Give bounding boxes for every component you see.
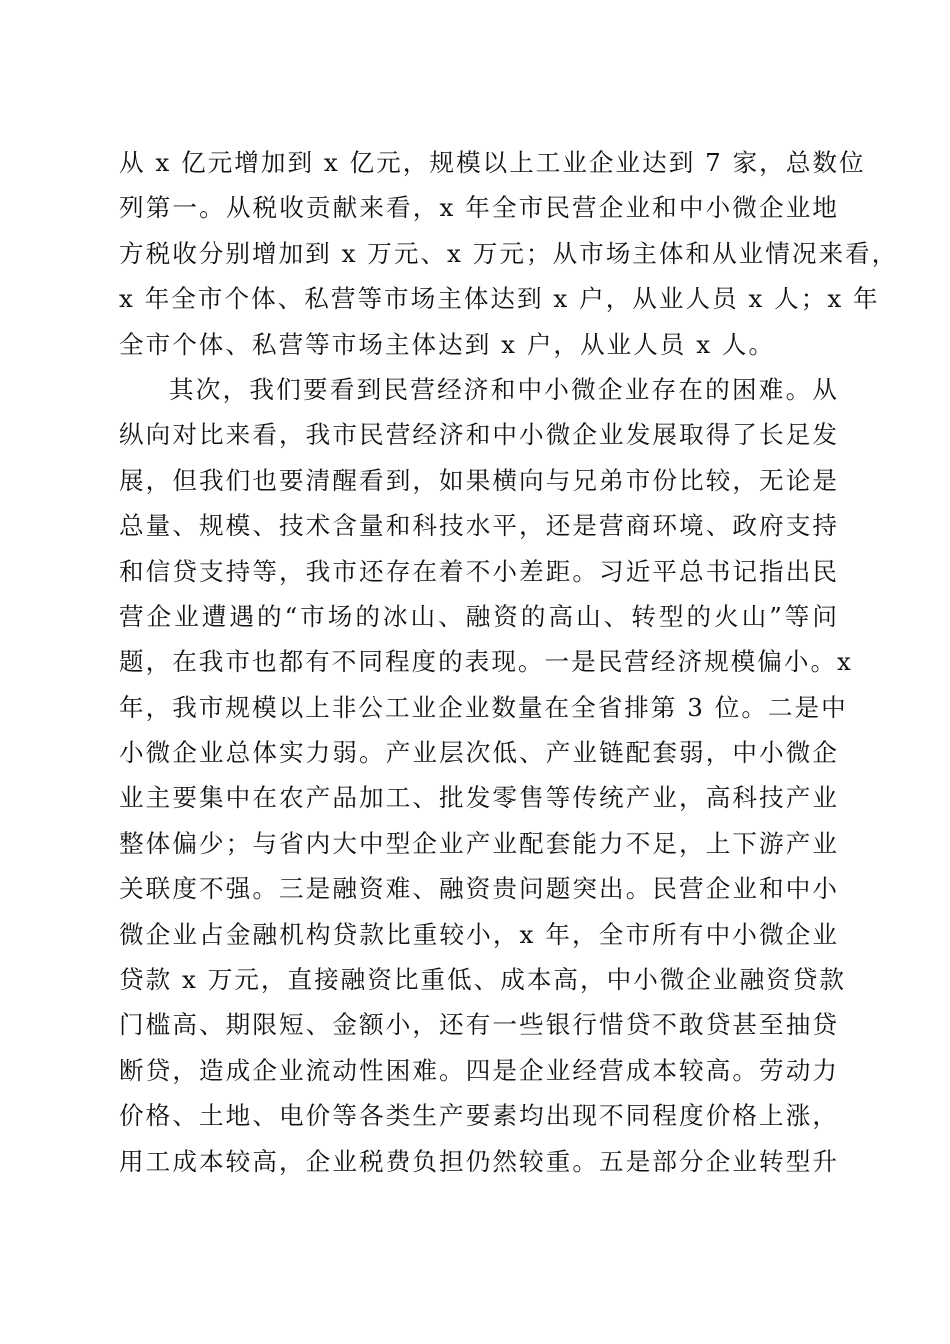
text-line: 贷款 x 万元，直接融资比重低、成本高，中小微企业融资贷款 bbox=[119, 965, 846, 995]
text-line: 门槛高、期限短、金额小，还有一些银行惜贷不敢贷甚至抽贷 bbox=[119, 1010, 839, 1040]
text-line: 总量、规模、技术含量和科技水平，还是营商环境、政府支持 bbox=[119, 511, 839, 541]
text-line: 展，但我们也要清醒看到，如果横向与兄弟市份比较，无论是 bbox=[119, 465, 839, 495]
text-line: 列第一。从税收贡献来看，x 年全市民营企业和中小微企业地 bbox=[119, 193, 839, 223]
paragraph-first-line: 其次，我们要看到民营经济和中小微企业存在的困难。从 bbox=[169, 374, 839, 404]
text-line: 价格、土地、电价等各类生产要素均出现不同程度价格上涨， bbox=[119, 1101, 839, 1131]
text-line: 关联度不强。三是融资难、融资贵问题突出。民营企业和中小 bbox=[119, 874, 839, 904]
text-line: 业主要集中在农产品加工、批发零售等传统产业，高科技产业 bbox=[119, 783, 839, 813]
text-line: 全市个体、私营等市场主体达到 x 户，从业人员 x 人。 bbox=[119, 329, 776, 359]
text-line: 方税收分别增加到 x 万元、x 万元；从市场主体和从业情况来看， bbox=[119, 238, 899, 268]
text-line: 小微企业总体实力弱。产业层次低、产业链配套弱，中小微企 bbox=[119, 738, 839, 768]
text-line: 营企业遭遇的“市场的冰山、融资的高山、转型的火山”等问 bbox=[119, 601, 839, 631]
text-line: 题，在我市也都有不同程度的表现。一是民营经济规模偏小。x bbox=[119, 647, 853, 677]
text-line: 用工成本较高，企业税费负担仍然较重。五是部分企业转型升 bbox=[119, 1146, 839, 1176]
text-line: 断贷，造成企业流动性困难。四是企业经营成本较高。劳动力 bbox=[119, 1055, 839, 1085]
text-line: 年，我市规模以上非公工业企业数量在全省排第 3 位。二是中 bbox=[119, 692, 848, 722]
text-line: 整体偏少；与省内大中型企业产业配套能力不足，上下游产业 bbox=[119, 828, 839, 858]
text-line: 微企业占金融机构贷款比重较小，x 年，全市所有中小微企业 bbox=[119, 919, 839, 949]
text-line: 从 x 亿元增加到 x 亿元，规模以上工业企业达到 7 家，总数位 bbox=[119, 148, 866, 177]
text-line: 和信贷支持等，我市还存在着不小差距。习近平总书记指出民 bbox=[119, 556, 839, 586]
body-text bbox=[119, 140, 899, 1184]
text-line: 纵向对比来看，我市民营经济和中小微企业发展取得了长足发 bbox=[119, 420, 839, 450]
text-line: x 年全市个体、私营等市场主体达到 x 户，从业人员 x 人；x 年 bbox=[119, 284, 880, 314]
